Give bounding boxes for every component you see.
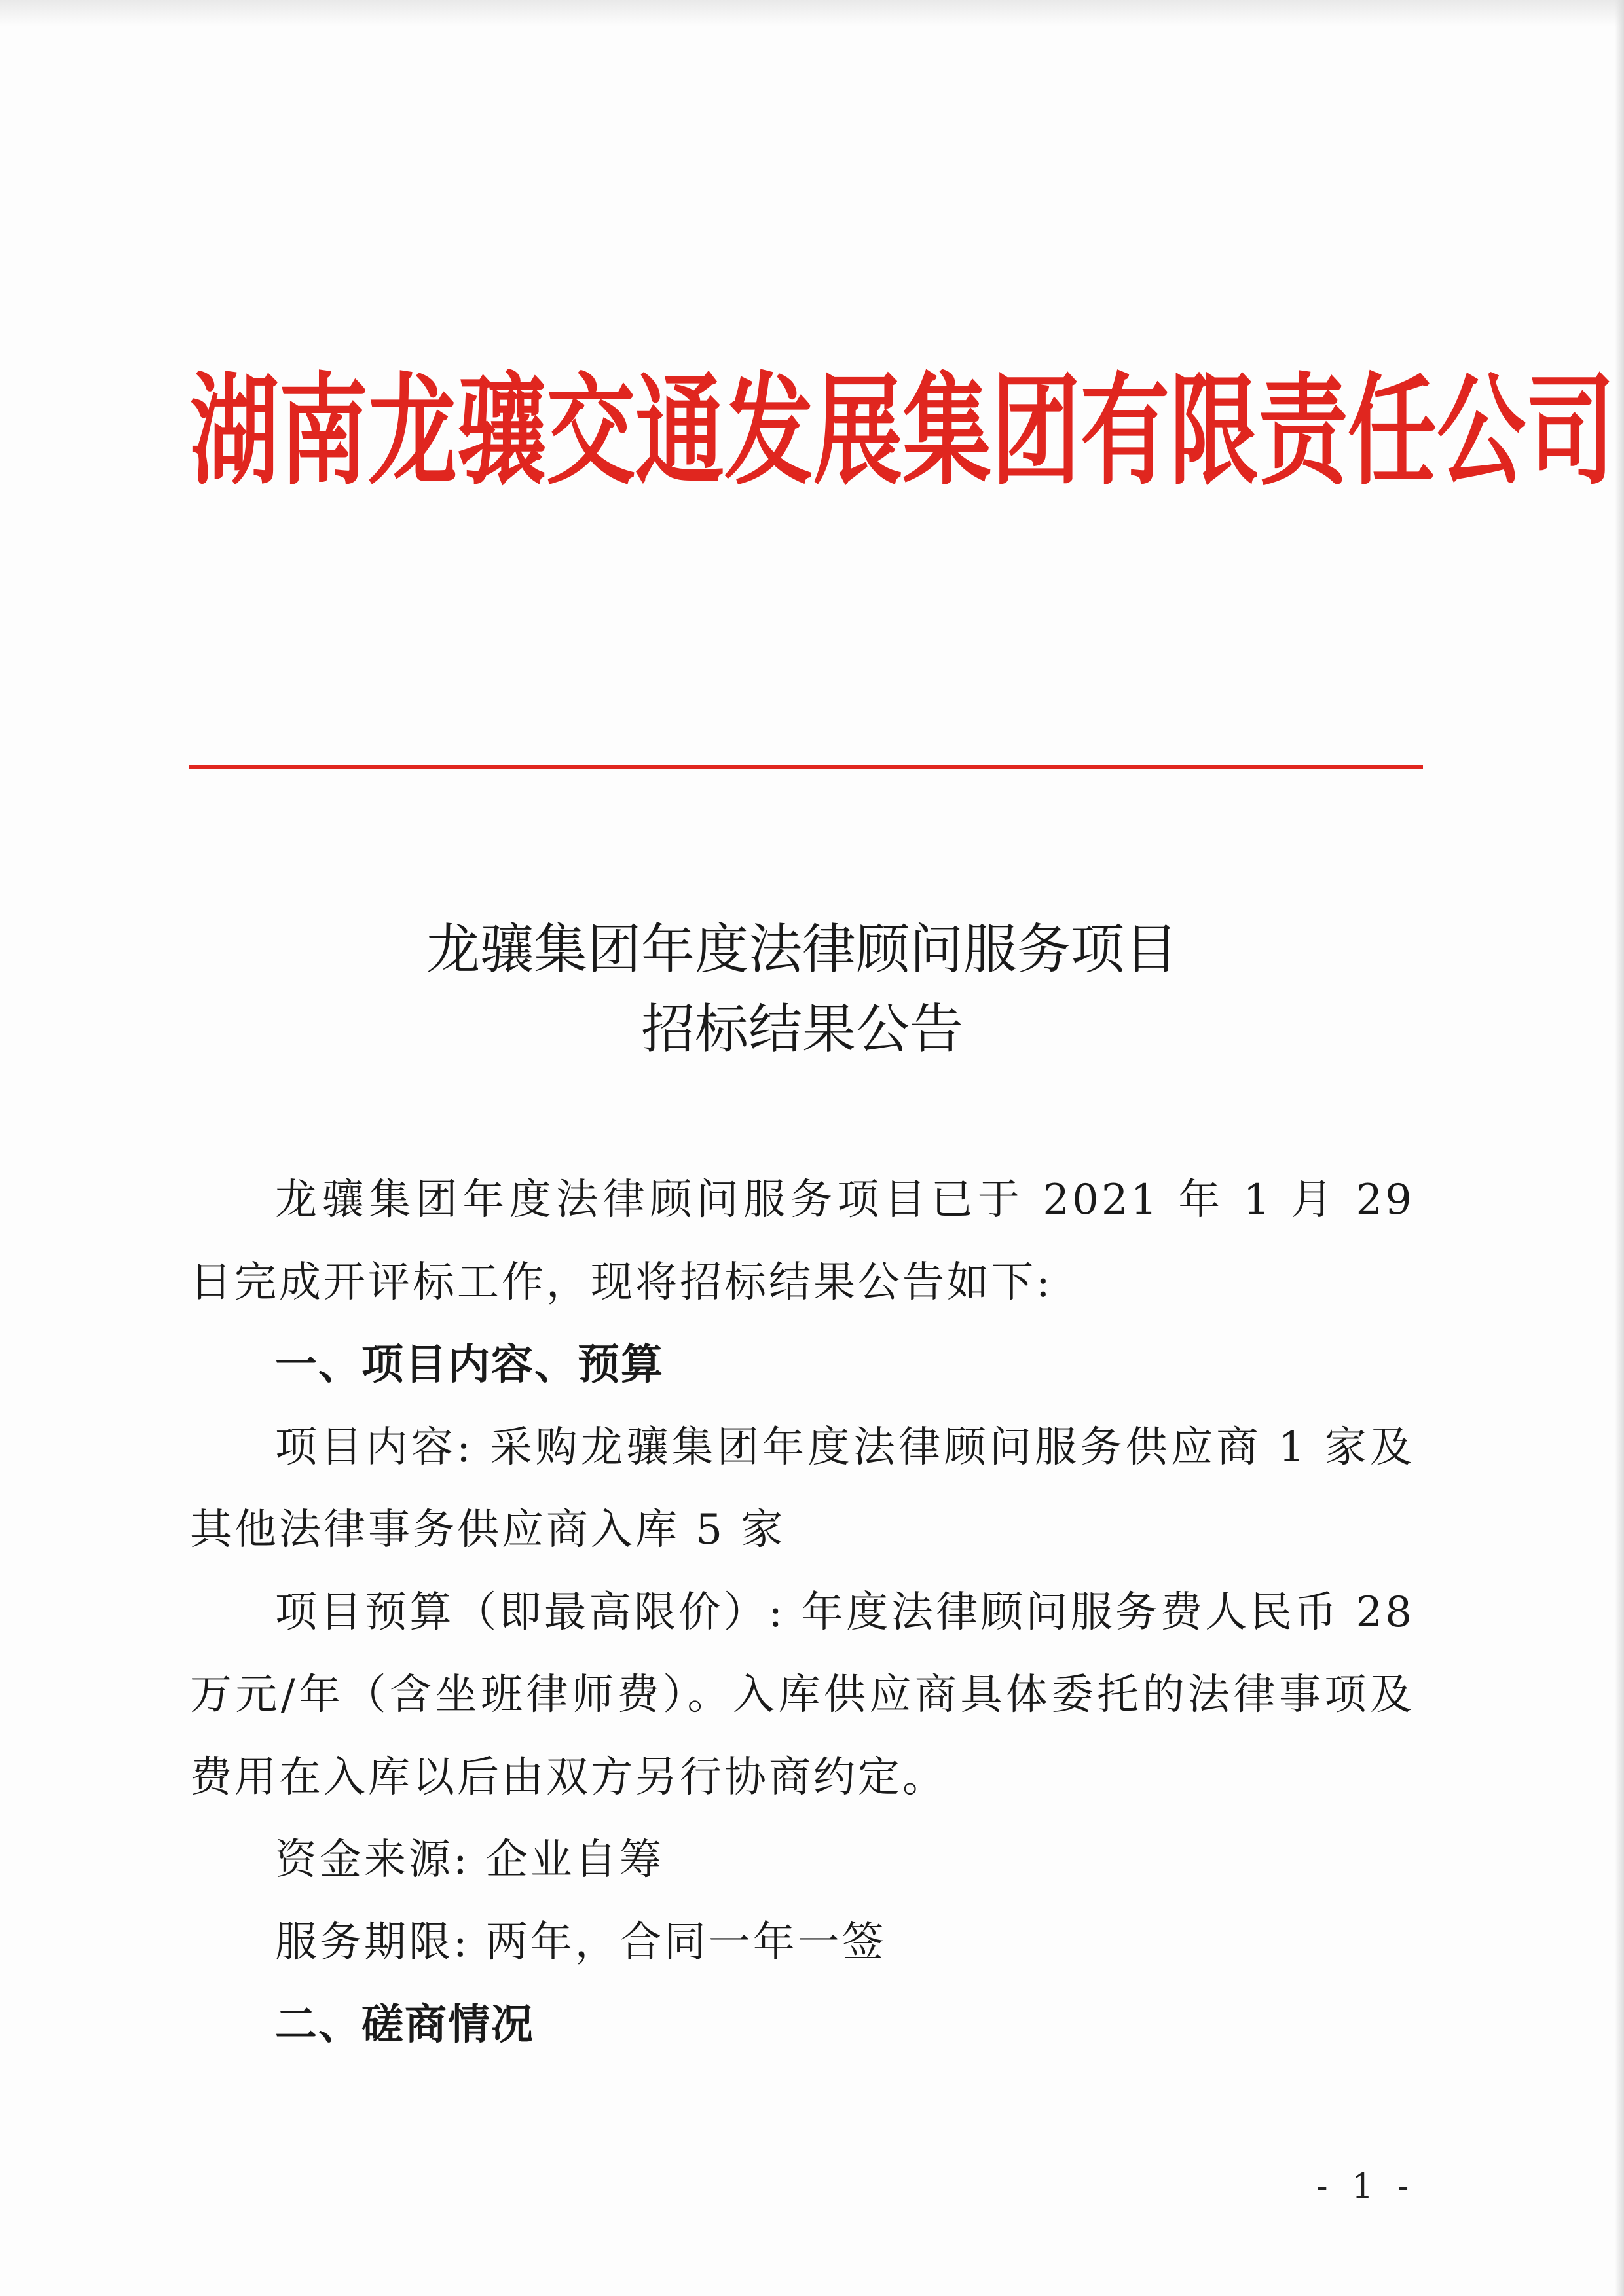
- title-line-2: 招标结果公告: [640, 998, 963, 1061]
- page-number: - 1 -: [1316, 2167, 1416, 2206]
- intro-paragraph: 龙骧集团年度法律顾问服务项目已于 2021 年 1 月 29 日完成开评标工作，现将招标结果公告如下:: [190, 1176, 1414, 1307]
- service-period-paragraph: 服务期限: 两年，合同一年一签: [275, 1918, 887, 1967]
- section-1-heading: 一、项目内容、预算: [275, 1341, 664, 1389]
- scan-shadow-top: [0, 0, 1624, 26]
- scan-shadow-right: [1615, 0, 1624, 2296]
- announcement-body: [190, 1159, 1414, 2066]
- project-content-paragraph: 项目内容: 采购龙骧集团年度法律顾问服务供应商 1 家及其他法律事务供应商入库 5 家: [190, 1423, 1414, 1554]
- project-budget-paragraph: 项目预算（即最高限价）: 年度法律顾问服务费人民币 28 万元/年（含坐班律师费）。入库供应商具体委托的法律事项及费用在入库以后由双方另行协商约定。: [190, 1588, 1414, 1802]
- title-line-1: 龙骧集团年度法律顾问服务项目: [426, 919, 1178, 981]
- section-2-heading: 二、磋商情况: [275, 2001, 534, 2049]
- announcement-title: [190, 910, 1414, 1070]
- funding-source-paragraph: 资金来源: 企业自筹: [275, 1836, 664, 1884]
- letterhead-red-rule: [189, 765, 1423, 769]
- letterhead-company-name: 湖南龙骧交通发展集团有限责任公司: [190, 362, 1615, 502]
